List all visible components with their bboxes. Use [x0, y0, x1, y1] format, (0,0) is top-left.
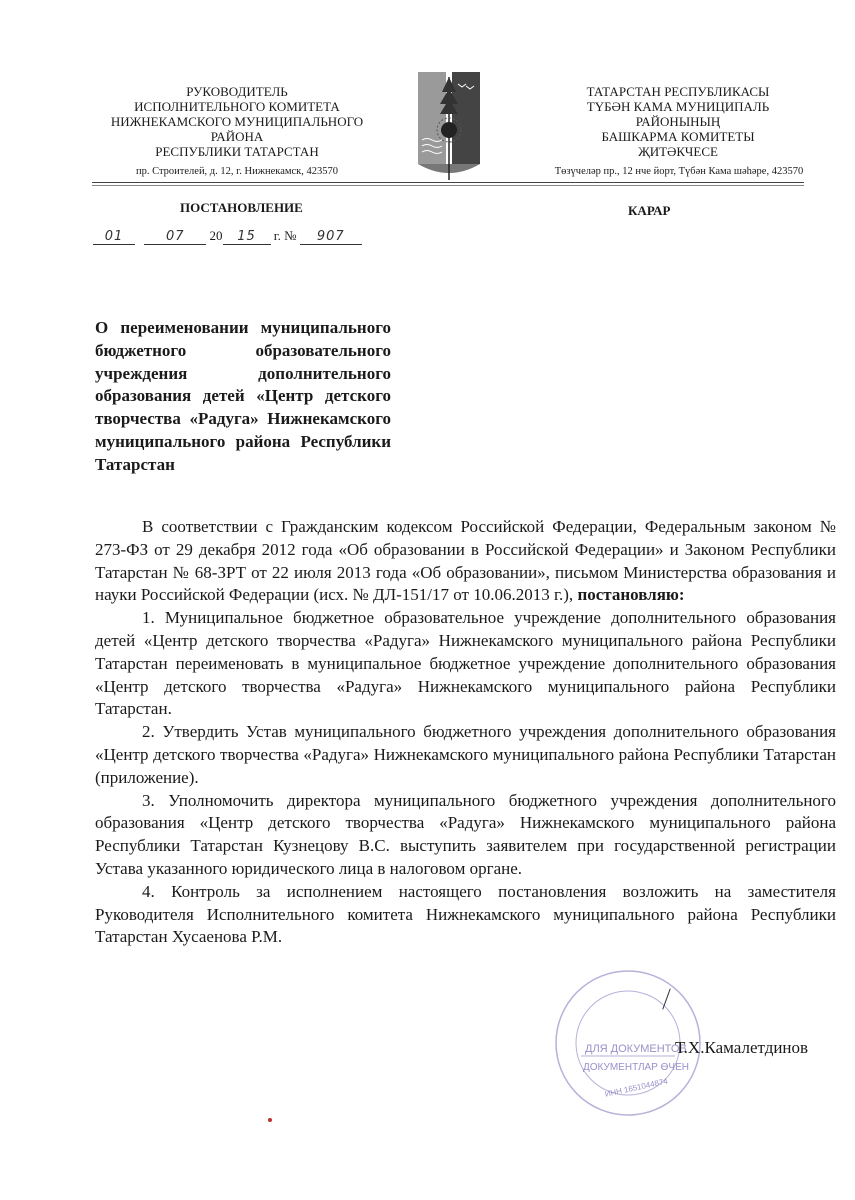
item-1: 1. Муниципальное бюджетное образовательное учреждение дополнительного образования детей «Центр детского творчества «Радуга» Нижнекамского муниципального района Республики Татарстан переименовать в муниципальное бюджетное учреждение дополнительного образования «Центр детского творчества «Радуга» Нижнекамского муниципального района Республики Татарстан.	[95, 608, 836, 719]
stamp-line2: ДОКУМЕНТЛАР ӨЧЕН	[583, 1062, 689, 1073]
document-body	[95, 516, 836, 949]
number-label: г. №	[273, 228, 297, 243]
signatory-name: Т.Х.Камалетдинов	[675, 1038, 809, 1057]
header-left	[92, 84, 382, 159]
header-right-line: БАШКАРМА КОМИТЕТЫ	[601, 129, 755, 144]
preamble-text: В соответствии с Гражданским кодексом Российской Федерации, Федеральным законом № 273-ФЗ от 29 декабря 2012 года «Об образовании в Российской Федерации» и Законом Республики Татарстан № 68-ЗРТ от 22 июля 2013 года «Об образовании», письмом Министерства образования и науки Российской Федерации (исх. № ДЛ-151/17 от 10.06.2013 г.),	[95, 517, 836, 605]
header-right-line: ТАТАРСТАН РЕСПУБЛИКАСЫ	[586, 84, 770, 99]
header-left-line: РЕСПУБЛИКИ ТАТАРСТАН	[155, 144, 319, 159]
doc-type-tt: КАРАР	[628, 203, 671, 218]
header-left-line: НИЖНЕКАМСКОГО МУНИЦИПАЛЬНОГО РАЙОНА	[110, 114, 364, 144]
document-title: О переименовании муниципального бюджетного образовательного учреждения дополнительного образования детей «Центр детского творчества «Радуга» Нижнекамского муниципального района Республики Татарстан	[95, 318, 391, 474]
date-line	[93, 228, 362, 245]
header-left-address: пр. Строителей, д. 12, г. Нижнекамск, 423570	[135, 166, 339, 177]
header-right	[548, 84, 808, 159]
stamp-inn: ИНН 1651044874	[604, 1076, 669, 1099]
doc-number: 907	[300, 229, 362, 245]
header-right-line: ТҮБӘН КАМА МУНИЦИПАЛЬ РАЙОНЫНЫҢ	[586, 99, 770, 129]
header-left-line: РУКОВОДИТЕЛЬ	[186, 84, 288, 99]
date-month: 07	[144, 229, 206, 245]
header-right-line: ҖИТӘКЧЕСЕ	[638, 144, 718, 159]
coat-of-arms-emblem	[418, 72, 480, 187]
ink-dot	[268, 1118, 272, 1122]
header-left-line: ИСПОЛНИТЕЛЬНОГО КОМИТЕТА	[134, 99, 340, 114]
item-4: 4. Контроль за исполнением настоящего постановления возложить на заместителя Руководителя Исполнительного комитета Нижнекамского муниципального района Республики Татарстан Хусаенова Р.М.	[95, 881, 836, 947]
preamble-decree: постановляю:	[577, 585, 685, 605]
header-divider	[92, 182, 804, 186]
item-2: 2. Утвердить Устав муниципального бюджетного учреждения дополнительного образования «Центр детского творчества «Радуга» Нижнекамского муниципального района Республики Татарстан (приложение).	[95, 722, 836, 787]
doc-type-ru: ПОСТАНОВЛЕНИЕ	[180, 200, 303, 215]
header-right-address: Төзүчеләр пр., 12 нче йорт, Түбән Кама шәһәре, 423570	[554, 166, 804, 177]
stamp-line1: ДЛЯ ДОКУМЕНТОВ	[585, 1043, 687, 1055]
date-year-prefix: 20	[209, 228, 223, 243]
date-year-suffix: 15	[223, 229, 271, 245]
preamble	[95, 516, 836, 607]
item-3: 3. Уполномочить директора муниципального бюджетного учреждения дополнительного образования «Центр детского творчества «Радуга» Нижнекамского муниципального района Республики Татарстан Кузнецову В.С. выступить заявителем при государственной регистрации Устава указанного юридического лица в налоговом органе.	[95, 790, 836, 878]
date-day: 01	[93, 229, 135, 245]
